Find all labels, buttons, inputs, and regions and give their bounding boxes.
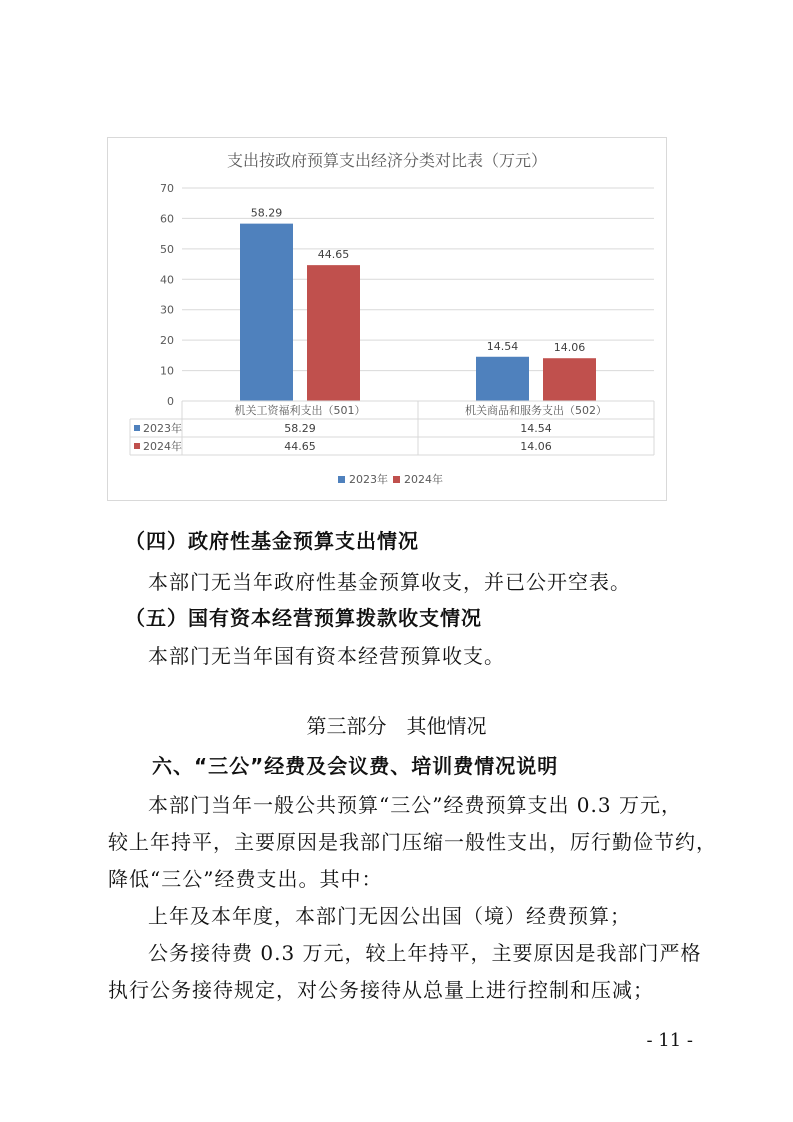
data-label: 14.06 [553, 341, 586, 355]
bar [476, 357, 529, 401]
bar [307, 265, 360, 401]
part-three-title: 第三部分 其他情况 [306, 714, 487, 738]
para-state-capital: 本部门无当年国有资本经营预算收支。 [148, 644, 505, 668]
heading-three-public: 六、“三公”经费及会议费、培训费情况说明 [152, 754, 559, 778]
para-reception-1: 公务接待费 0.3 万元，较上年持平，主要原因是我部门严格 [148, 941, 702, 965]
y-tick-label: 10 [160, 364, 174, 378]
data-label: 58.29 [250, 206, 283, 220]
y-tick-label: 40 [160, 273, 174, 287]
y-tick-label: 50 [160, 242, 174, 256]
y-tick-label: 30 [160, 303, 174, 317]
table-series-label: 2023年 [143, 422, 182, 435]
table-cell-value: 14.54 [520, 422, 552, 435]
x-category-label: 机关商品和服务支出（502） [465, 404, 607, 417]
y-tick-label: 60 [160, 212, 174, 226]
para-gov-fund: 本部门无当年政府性基金预算收支，并已公开空表。 [148, 570, 631, 594]
y-tick-label: 70 [160, 182, 174, 195]
legend-key [338, 476, 345, 483]
bar [240, 224, 293, 401]
table-cell-value: 44.65 [284, 440, 316, 453]
para-three-public-2: 较上年持平，主要原因是我部门压缩一般性支出，厉行勤俭节约， [108, 830, 717, 854]
data-label: 44.65 [317, 248, 350, 262]
page-number: - 11 - [646, 1030, 693, 1051]
para-three-public-1: 本部门当年一般公共预算“三公”经费预算支出 0.3 万元， [148, 793, 682, 817]
x-category-label: 机关工资福利支出（501） [234, 404, 366, 417]
table-cell-value: 14.06 [520, 440, 552, 453]
table-series-label: 2024年 [143, 440, 182, 453]
table-legend-key [134, 443, 140, 449]
legend-label: 2023年 [349, 473, 388, 486]
para-reception-2: 执行公务接待规定，对公务接待从总量上进行控制和压减； [108, 978, 654, 1002]
legend-label: 2024年 [404, 473, 443, 486]
table-legend-key [134, 425, 140, 431]
y-tick-label: 20 [160, 334, 174, 348]
para-overseas: 上年及本年度，本部门无因公出国（境）经费预算； [148, 904, 631, 928]
bar [543, 358, 596, 401]
data-label: 14.54 [486, 339, 519, 353]
chart-title: 支出按政府预算支出经济分类对比表（万元） [226, 151, 547, 170]
heading-gov-fund: （四）政府性基金预算支出情况 [125, 529, 419, 553]
para-three-public-3: 降低“三公”经费支出。其中： [108, 867, 383, 891]
table-cell-value: 58.29 [284, 422, 316, 435]
chart-container [107, 137, 667, 501]
legend-key [393, 476, 400, 483]
bar-chart [108, 138, 668, 502]
heading-state-capital: （五）国有资本经营预算拨款收支情况 [125, 606, 482, 630]
y-tick-label: 0 [167, 395, 174, 408]
